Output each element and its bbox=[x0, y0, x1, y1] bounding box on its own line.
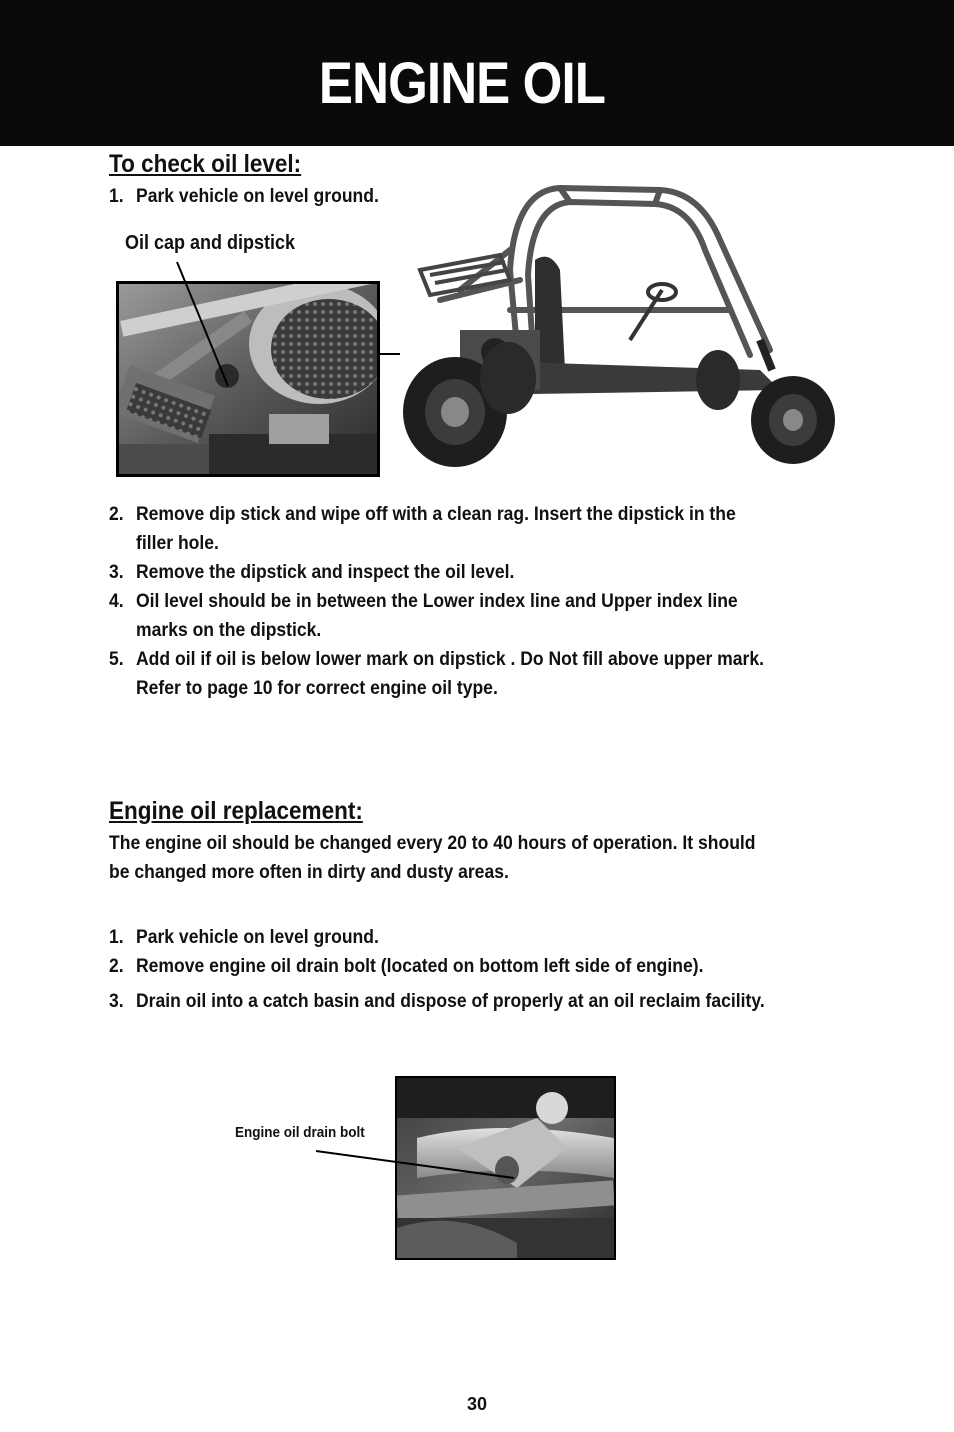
step-text: Remove dip stick and wipe off with a clean rag. Insert the dipstick in the bbox=[136, 503, 736, 525]
step-number: 5. bbox=[109, 648, 124, 670]
replacement-step-1 bbox=[109, 923, 379, 952]
check-oil-heading: To check oil level: bbox=[109, 150, 302, 178]
check-step-2 bbox=[109, 500, 736, 558]
oil-cap-closeup-photo bbox=[116, 281, 380, 477]
oil-cap-callout: Oil cap and dipstick bbox=[125, 232, 296, 254]
step-number: 2. bbox=[109, 503, 124, 525]
check-step-3 bbox=[109, 558, 514, 587]
step-text: Park vehicle on level ground. bbox=[136, 926, 379, 948]
step-text-continued: filler hole. bbox=[136, 532, 219, 554]
replacement-step-3 bbox=[109, 987, 765, 1016]
drain-bolt-callout: Engine oil drain bolt bbox=[235, 1124, 365, 1141]
step-text: Drain oil into a catch basin and dispose of properly at an oil reclaim facility. bbox=[136, 990, 765, 1012]
step-number: 3. bbox=[109, 990, 124, 1012]
check-step-5 bbox=[109, 645, 764, 703]
step-number: 2. bbox=[109, 955, 124, 977]
step-text: Park vehicle on level ground. bbox=[136, 185, 379, 207]
step-number: 1. bbox=[109, 926, 124, 948]
step-number: 1. bbox=[109, 185, 124, 207]
drain-bolt-leader-line bbox=[314, 1148, 518, 1182]
step-number: 3. bbox=[109, 561, 124, 583]
step-text: Remove engine oil drain bolt (located on bottom left side of engine). bbox=[136, 955, 704, 977]
go-kart-photo bbox=[400, 180, 840, 470]
step-number: 4. bbox=[109, 590, 124, 612]
oil-cap-leader-line bbox=[170, 258, 234, 390]
page-number: 30 bbox=[466, 1394, 488, 1414]
oil-replacement-heading: Engine oil replacement: bbox=[109, 797, 363, 825]
check-step-1 bbox=[109, 182, 379, 211]
step-text-continued: marks on the dipstick. bbox=[136, 619, 322, 641]
step-text: Add oil if oil is below lower mark on dipstick . Do Not fill above upper mark. bbox=[136, 648, 765, 670]
replacement-intro-line-2: be changed more often in dirty and dusty areas. bbox=[109, 861, 509, 883]
step-text: Oil level should be in between the Lower index line and Upper index line bbox=[136, 590, 738, 612]
page-title: ENGINE OIL bbox=[318, 51, 606, 116]
step-text-continued: Refer to page 10 for correct engine oil type. bbox=[136, 677, 498, 699]
check-step-4 bbox=[109, 587, 738, 645]
step-text: Remove the dipstick and inspect the oil level. bbox=[136, 561, 515, 583]
replacement-intro-line-1: The engine oil should be changed every 20 to 40 hours of operation. It should bbox=[109, 832, 756, 854]
replacement-step-2 bbox=[109, 952, 703, 981]
